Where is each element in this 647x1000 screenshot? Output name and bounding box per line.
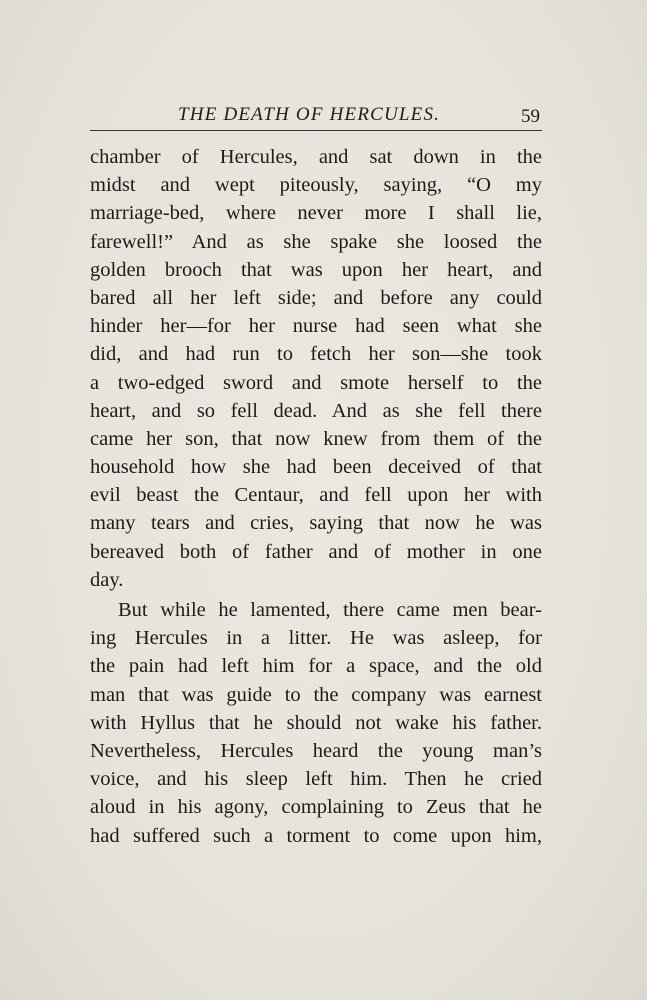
body-text — [90, 143, 542, 850]
paragraph-2 — [90, 596, 542, 850]
text-line: bereaved both of father and of mother in one — [90, 540, 542, 563]
text-line: day. — [90, 568, 124, 591]
text-line: voice, and his sleep left him. Then he cried — [90, 768, 542, 791]
page-number: 59 — [521, 106, 540, 127]
text-line: man that was guide to the company was earnest — [90, 683, 542, 706]
text-line: midst and wept piteously, saying, “O my — [90, 174, 542, 197]
paragraph-1 — [90, 143, 542, 594]
text-line: came her son, that now knew from them of the — [90, 427, 542, 450]
text-line: evil beast the Centaur, and fell upon her with — [90, 484, 542, 507]
text-line: had suffered such a torment to come upon him, — [90, 824, 542, 847]
text-line: bared all her left side; and before any could — [90, 286, 542, 309]
text-line: farewell!” And as she spake she loosed the — [90, 230, 542, 253]
running-head — [90, 102, 542, 131]
text-line: heart, and so fell dead. And as she fell there — [90, 399, 542, 422]
text-line: chamber of Hercules, and sat down in the — [90, 146, 542, 168]
text-line: many tears and cries, saying that now he was — [90, 512, 542, 535]
text-line: marriage-bed, where never more I shall lie, — [90, 202, 542, 225]
text-line: household how she had been deceived of that — [90, 456, 542, 479]
text-line: a two-edged sword and smote herself to the — [90, 371, 542, 394]
text-line: did, and had run to fetch her son—she took — [90, 343, 542, 366]
text-line: aloud in his agony, complaining to Zeus that he — [90, 796, 542, 819]
text-line: Nevertheless, Hercules heard the young man’s — [90, 739, 542, 762]
text-line: golden brooch that was upon her heart, and — [90, 258, 542, 281]
text-line: But while he lamented, there came men bear- — [118, 599, 542, 621]
text-line: the pain had left him for a space, and the old — [90, 655, 542, 678]
running-title: THE DEATH OF HERCULES. — [178, 104, 441, 125]
text-line: ing Hercules in a litter. He was asleep, for — [90, 627, 542, 650]
text-line: hinder her—for her nurse had seen what she — [90, 315, 542, 338]
text-line: with Hyllus that he should not wake his father. — [90, 711, 542, 734]
